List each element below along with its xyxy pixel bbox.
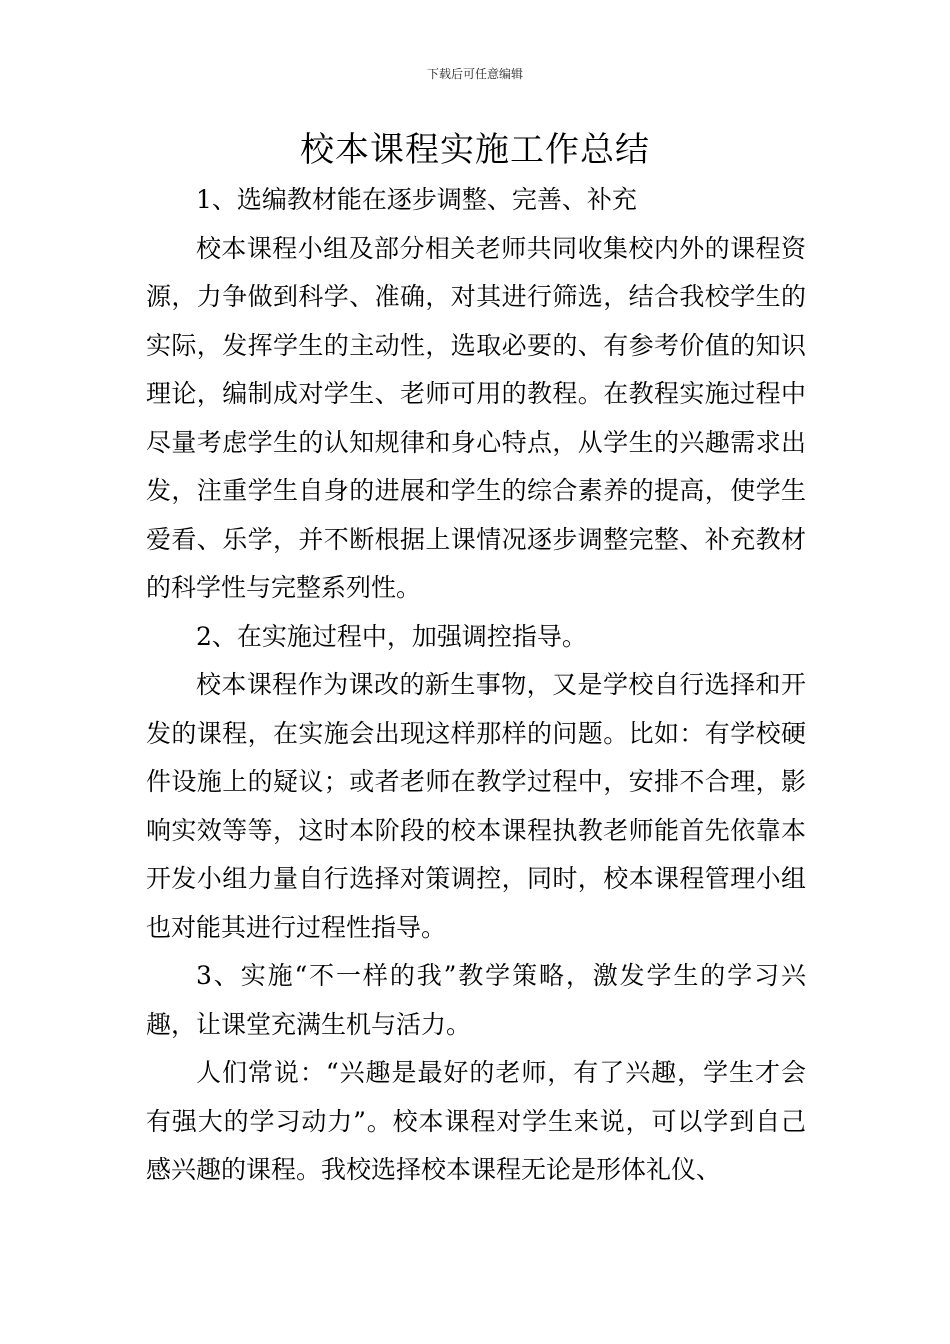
section-heading-3: 3、实施“不一样的我”教学策略，激发学生的学习兴趣，让课堂充满生机与活力。 — [146, 961, 806, 1039]
document-body — [146, 176, 806, 1195]
header-note: 下载后可任意编辑 — [426, 67, 523, 81]
paragraph: 校本课程小组及部分相关老师共同收集校内外的课程资源，力争做到科学、准确，对其进行筛选，结合我校学生的实际，发挥学生的主动性，选取必要的、有参考价值的知识理论，编制成对学生、老师可用的教程。在教程实施过程中尽量考虑学生的认知规律和身心特点，从学生的兴趣需求出发，注重学生自身的进展和学生的综合素养的提高，使学生爱看、乐学，并不断根据上课情况逐步调整完整、补充教材的科学性与完整系列性。 — [146, 233, 806, 602]
document-title: 校本课程实施工作总结 — [300, 130, 650, 170]
section-heading-2: 2、在实施过程中，加强调控指导。 — [196, 621, 587, 651]
paragraph: 人们常说：“兴趣是最好的老师，有了兴趣，学生才会有强大的学习动力”。校本课程对学生来说，可以学到自己感兴趣的课程。我校选择校本课程无论是形体礼仪、 — [146, 1058, 806, 1184]
paragraph: 校本课程作为课改的新生事物，又是学校自行选择和开发的课程，在实施会出现这样那样的问题。比如：有学校硬件设施上的疑议；或者老师在教学过程中，安排不合理，影响实效等等，这时本阶段的校本课程执教老师能首先依靠本开发小组力量自行选择对策调控，同时，校本课程管理小组也对能其进行过程性指导。 — [146, 670, 806, 942]
section-heading-1: 1、选编教材能在逐步调整、完善、补充 — [196, 185, 637, 214]
